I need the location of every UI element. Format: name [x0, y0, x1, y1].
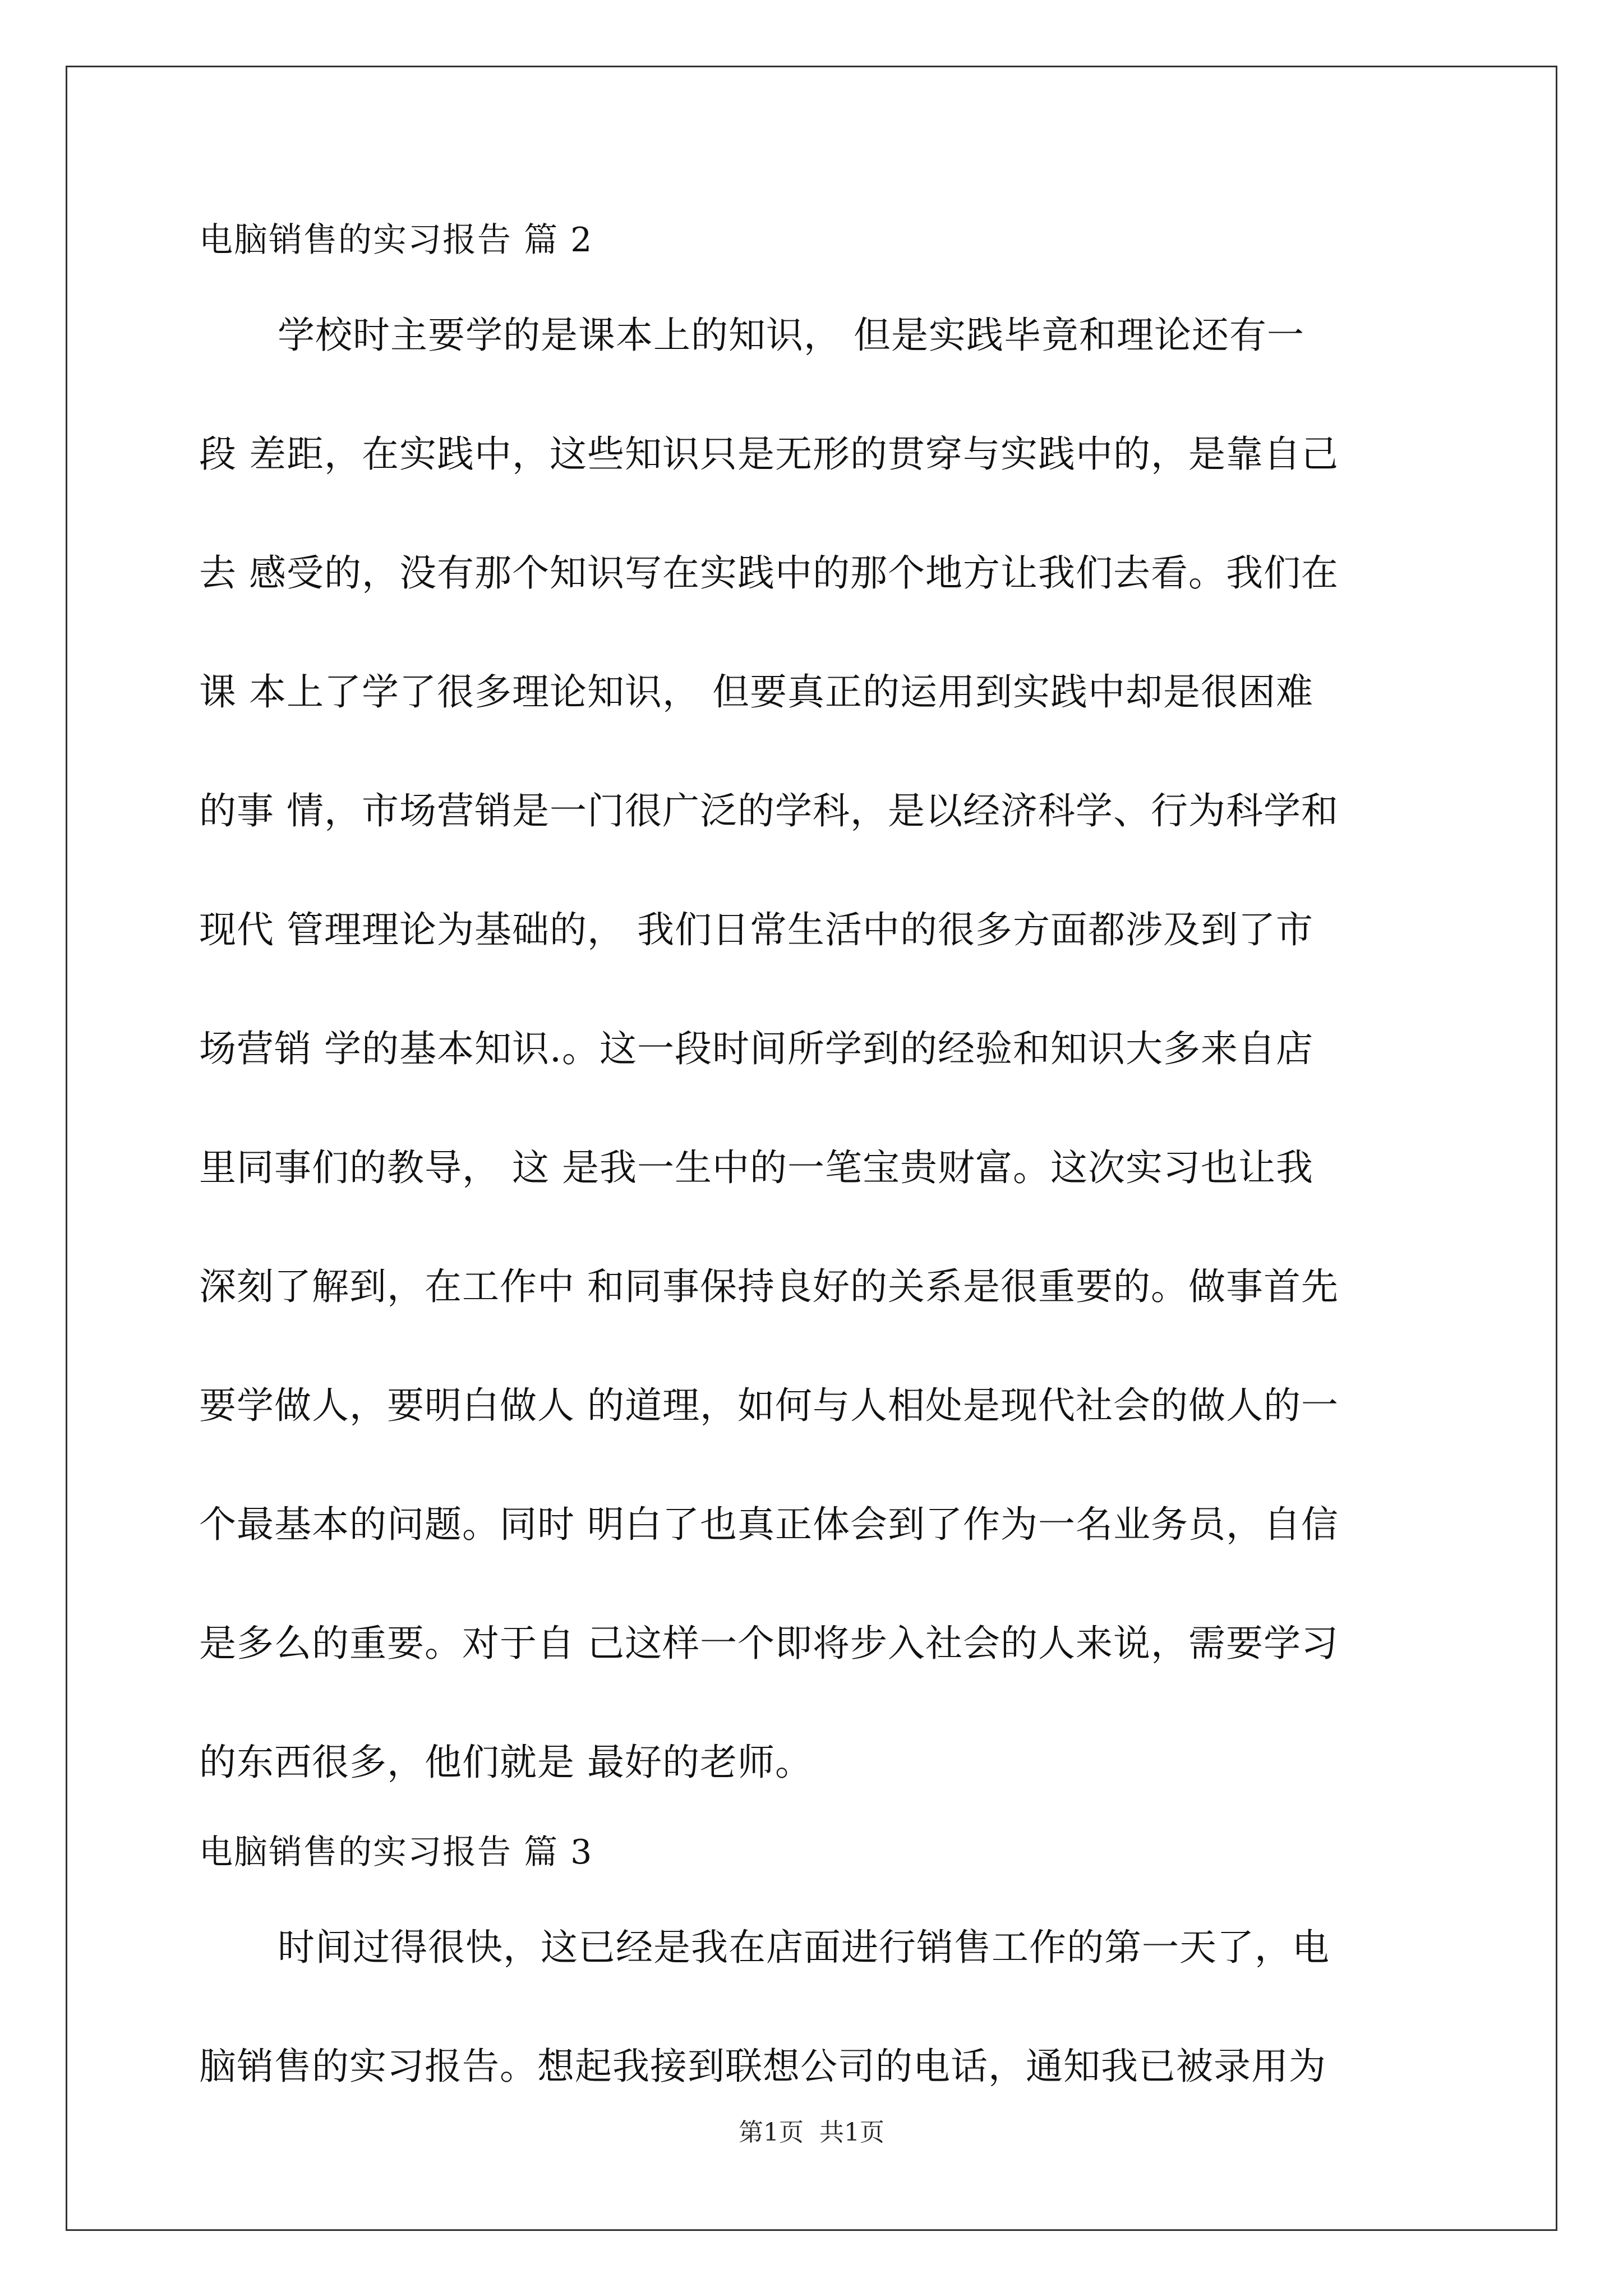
- paragraph-line: 里同事们的教导， 这 是我一生中的一笔宝贵财富。这次实习也让我: [199, 1146, 1313, 1189]
- paragraph-section-2: [199, 309, 1427, 1803]
- paragraph-line: 个最基本的问题。同时 明白了也真正体会到了作为一名业务员，自信: [199, 1503, 1339, 1546]
- paragraph-line: 去 感受的，没有那个知识写在实践中的那个地方让我们去看。我们在: [199, 551, 1339, 595]
- paragraph-line: 深刻了解到，在工作中 和同事保持良好的关系是很重要的。做事首先: [199, 1265, 1339, 1308]
- paragraph-line: 脑销售的实习报告。想起我接到联想公司的电话，通知我已被录用为: [199, 2045, 1326, 2088]
- paragraph-line: 现代 管理理论为基础的， 我们日常生活中的很多方面都涉及到了市: [199, 908, 1313, 951]
- document-body: [199, 213, 1427, 2159]
- paragraph-line: 课 本上了学了很多理论知识， 但要真正的运用到实践中却是很困难: [199, 670, 1313, 714]
- section-heading-2: 电脑销售的实习报告 篇 2: [199, 220, 593, 260]
- paragraph-line: 学校时主要学的是课本上的知识， 但是实践毕竟和理论还有一: [278, 314, 1304, 357]
- paragraph-line: 场营销 学的基本知识.。这一段时间所学到的经验和知识大多来自店: [199, 1027, 1313, 1070]
- paragraph-line: 是多么的重要。对于自 己这样一个即将步入社会的人来说，需要学习: [199, 1622, 1339, 1665]
- paragraph-line: 的事 情，市场营销是一门很广泛的学科，是以经济科学、行为科学和: [199, 789, 1339, 832]
- paragraph-line: 要学做人，要明白做人 的道理，如何与人相处是现代社会的做人的一: [199, 1384, 1339, 1427]
- paragraph-line: 的东西很多，他们就是 最好的老师。: [199, 1741, 813, 1784]
- page-footer: 第1页 共1页: [739, 2118, 884, 2147]
- paragraph-line: 时间过得很快，这已经是我在店面进行销售工作的第一天了，电: [278, 1926, 1330, 1969]
- paragraph-line: 段 差距，在实践中，这些知识只是无形的贯穿与实践中的，是靠自己: [199, 432, 1339, 476]
- section-heading-3: 电脑销售的实习报告 篇 3: [199, 1833, 593, 1872]
